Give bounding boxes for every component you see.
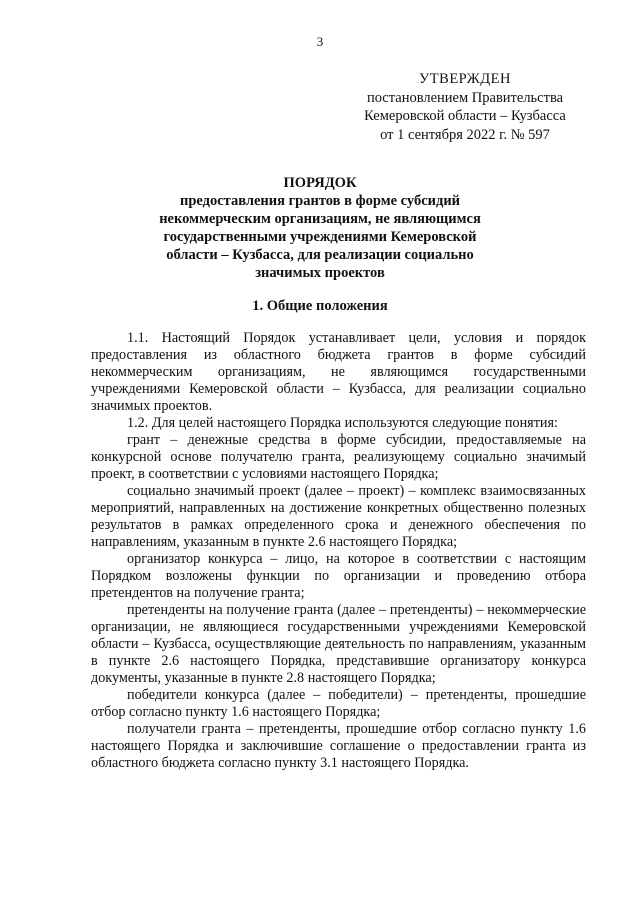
paragraph: грант – денежные средства в форме субсидии, предоставляемые на конкурсной основе получателю гранта, реализующему социально значимый проект, в соответствии с условиями настоящего Порядка; xyxy=(91,432,586,482)
approval-line-2: Кемеровской области – Кузбасса xyxy=(364,108,566,124)
approval-line-1: постановлением Правительства xyxy=(366,89,564,106)
page-number: 3 xyxy=(316,34,324,49)
document-title-line-3: некоммерческим организациям, не являющимся xyxy=(159,211,481,227)
document-title xyxy=(140,174,500,282)
document-title-line-6: значимых проектов xyxy=(255,265,385,281)
paragraph: претенденты на получение гранта (далее – претенденты) – некоммерческие организации, не являющиеся государственными учреждениями Кемеровской области – Кузбасса, осуществляющие деятельность по направлениям, указанным в пункте 2.6 настоящего Порядка, представившие организатору конкурса документы, указанные в пункте 2.8 настоящего Порядка; xyxy=(91,602,586,686)
document-title-line-1: ПОРЯДОК xyxy=(283,175,357,191)
paragraph: социально значимый проект (далее – проект) – комплекс взаимосвязанных мероприятий, направленных на достижение конкретных общественно полезных результатов в рамках определенного срока и денежного обеспечения по направлениям, указанным в пункте 2.6 настоящего Порядка; xyxy=(91,483,586,550)
body-text xyxy=(91,330,586,772)
document-title-line-5: области – Кузбасса, для реализации социально xyxy=(166,247,474,263)
document-title-line-4: государственными учреждениями Кемеровской xyxy=(163,229,477,245)
paragraph: победители конкурса (далее – победители) – претенденты, прошедшие отбор согласно пункту 1.6 настоящего Порядка; xyxy=(91,687,586,720)
section-heading: 1. Общие положения xyxy=(252,298,388,314)
paragraph: получатели гранта – претенденты, прошедшие отбор согласно пункту 1.6 настоящего Порядка и заключившие соглашение о предоставлении гранта из областного бюджета согласно пункту 3.1 настоящего Порядка. xyxy=(91,721,586,771)
approval-line-3: от 1 сентября 2022 г. № 597 xyxy=(380,126,550,143)
approval-stamp xyxy=(340,70,590,144)
document-title-line-2: предоставления грантов в форме субсидий xyxy=(179,193,461,209)
paragraph: организатор конкурса – лицо, на которое в соответствии с настоящим Порядком возложены функции по организации и проведению отбора претендентов на получение гранта; xyxy=(91,551,586,601)
paragraph: 1.1. Настоящий Порядок устанавливает цели, условия и порядок предоставления из областного бюджета грантов в форме субсидий некоммерческим организациям, не являющимся государственными учреждениями Кемеровской области – Кузбасса, для реализации социально значимых проектов. xyxy=(91,330,586,414)
paragraph: 1.2. Для целей настоящего Порядка используются следующие понятия: xyxy=(127,415,558,431)
approval-title: УТВЕРЖДЕН xyxy=(419,71,511,87)
